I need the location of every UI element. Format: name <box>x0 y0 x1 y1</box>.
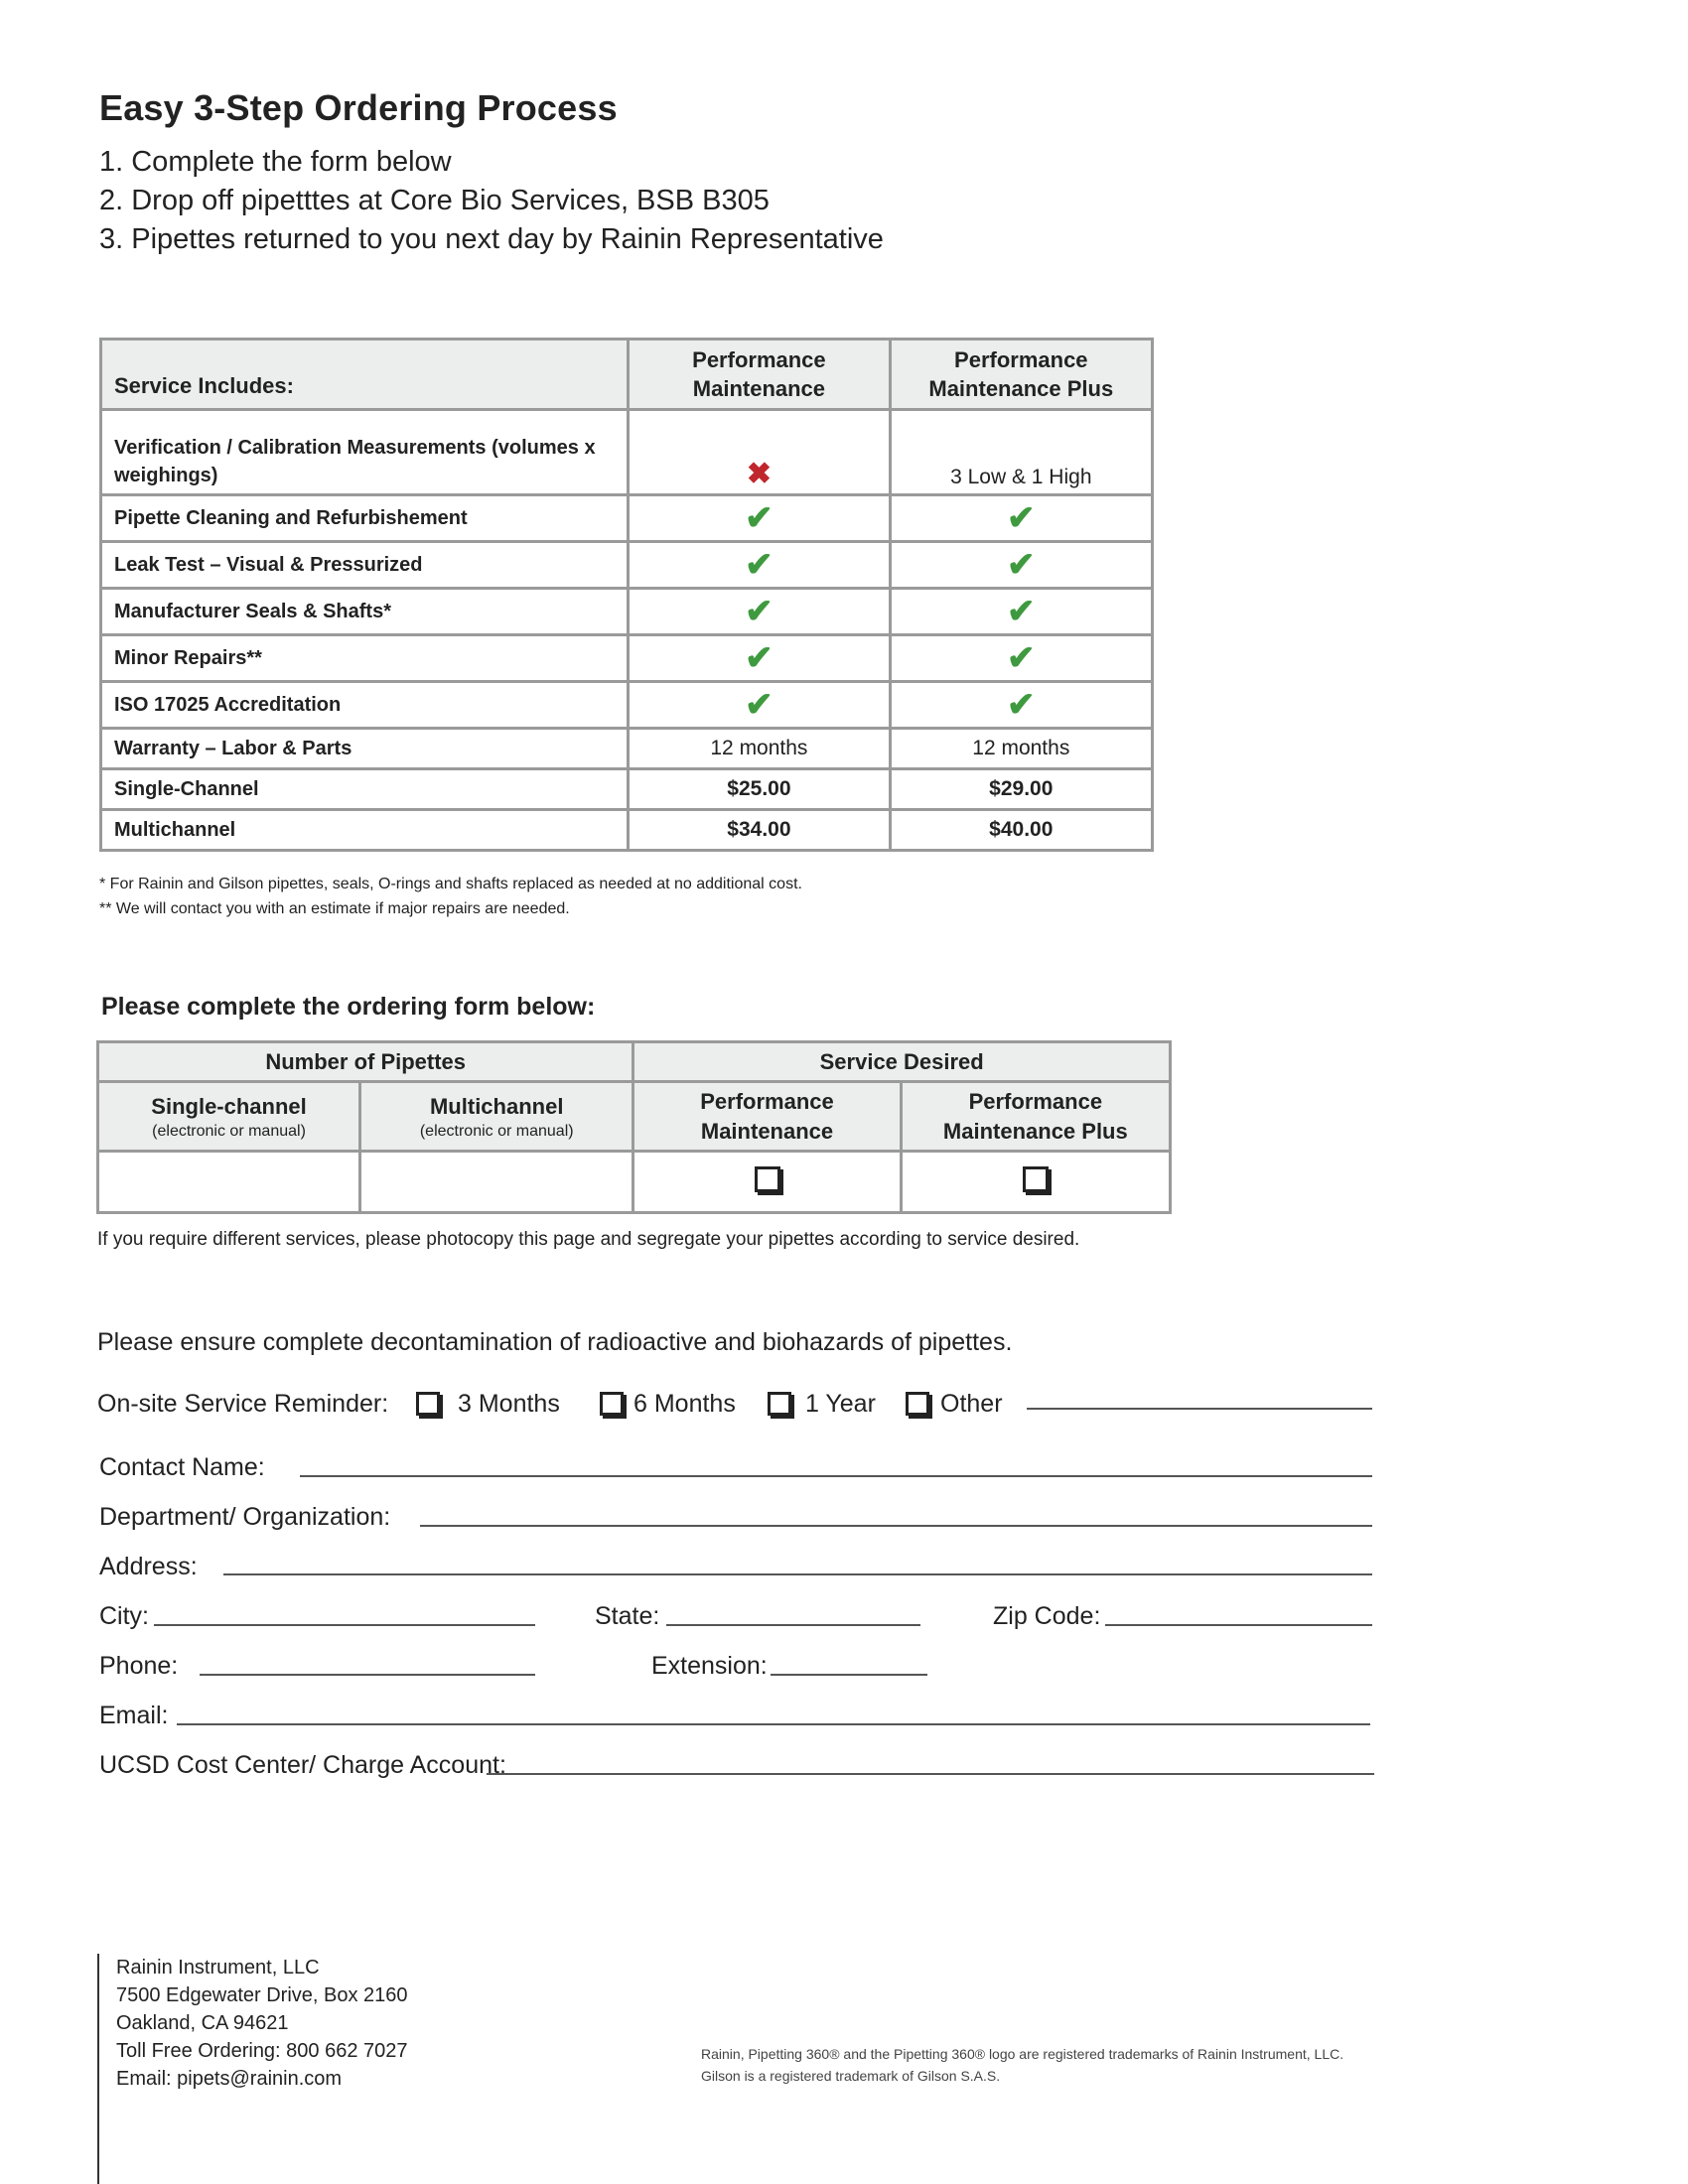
pm-cell <box>629 495 890 542</box>
cross-icon: ✖ <box>746 458 772 490</box>
zip-field[interactable] <box>1105 1624 1372 1626</box>
pm-cell <box>629 635 890 682</box>
order-note: If you require different services, please photocopy this page and segregate your pipettes according to service desired. <box>97 1229 1080 1250</box>
service-desired-header: Service Desired <box>633 1042 1171 1082</box>
address-line: Rainin Instrument, LLC <box>116 1957 320 1979</box>
reminder-label: On-site Service Reminder: <box>97 1390 389 1418</box>
check-icon: ✔ <box>1007 499 1036 537</box>
service-row-label: Pipette Cleaning and Refurbishement <box>101 495 629 542</box>
reminder-other-checkbox[interactable] <box>906 1392 929 1416</box>
single-channel-note: (electronic or manual) <box>152 1122 306 1140</box>
service-header-pm: Performance Maintenance <box>629 340 890 410</box>
reminder-other-field[interactable] <box>1027 1408 1372 1410</box>
pmp-cell <box>890 589 1152 635</box>
contact-name-field[interactable] <box>300 1475 1372 1477</box>
footnote-1: * For Rainin and Gilson pipettes, seals, O-rings and shafts replaced as needed at no additional cost. <box>99 876 802 892</box>
pmp-cell <box>890 495 1152 542</box>
check-icon: ✔ <box>1007 686 1036 724</box>
check-icon: ✔ <box>745 639 774 677</box>
service-row <box>101 542 1153 589</box>
pm-cell <box>629 542 890 589</box>
service-row <box>101 635 1153 682</box>
check-icon: ✔ <box>1007 639 1036 677</box>
pm-header: Performance Maintenance <box>633 1082 901 1152</box>
reminder-3-months-label: 3 Months <box>458 1390 560 1418</box>
trademark-notice <box>701 2043 1343 2087</box>
phone-field[interactable] <box>200 1674 535 1676</box>
state-field[interactable] <box>666 1624 920 1626</box>
address-line: Oakland, CA 94621 <box>116 2012 289 2034</box>
cost-center-field[interactable] <box>487 1773 1374 1775</box>
pm-value: 12 months <box>629 729 890 769</box>
steps-list <box>99 143 884 259</box>
service-row <box>101 769 1153 810</box>
email-field[interactable] <box>177 1723 1370 1725</box>
pmp-cell <box>890 635 1152 682</box>
zip-label: Zip Code: <box>993 1602 1101 1630</box>
multichannel-note: (electronic or manual) <box>419 1122 574 1140</box>
pmp-header: Performance Maintenance Plus <box>901 1082 1170 1152</box>
check-icon: ✔ <box>1007 546 1036 584</box>
address-line: Email: pipets@rainin.com <box>116 2068 343 2090</box>
service-row-label: Warranty – Labor & Parts <box>101 729 629 769</box>
reminder-1-year-label: 1 Year <box>805 1390 876 1418</box>
department-field[interactable] <box>420 1525 1372 1527</box>
footnote-2: ** We will contact you with an estimate if major repairs are needed. <box>99 900 570 917</box>
pmp-value: 12 months <box>890 729 1152 769</box>
phone-label: Phone: <box>99 1652 179 1680</box>
extension-label: Extension: <box>651 1652 768 1680</box>
footer-divider <box>97 1954 99 2184</box>
service-row-label: Single-Channel <box>101 769 629 810</box>
department-label: Department/ Organization: <box>99 1503 391 1531</box>
pm-cell <box>629 410 890 495</box>
city-field[interactable] <box>154 1624 535 1626</box>
service-row <box>101 495 1153 542</box>
check-icon: ✔ <box>1007 593 1036 630</box>
pm-cell <box>629 589 890 635</box>
pmp-cell <box>890 682 1152 729</box>
multichannel-label: Multichannel <box>429 1093 564 1119</box>
order-table <box>96 1040 1172 1214</box>
pmp-checkbox[interactable] <box>1023 1166 1049 1192</box>
state-label: State: <box>595 1602 660 1630</box>
pm-checkbox[interactable] <box>755 1166 780 1192</box>
decontamination-notice: Please ensure complete decontamination of radioactive and biohazards of pipettes. <box>97 1328 1013 1356</box>
trademark-line: Rainin, Pipetting 360® and the Pipetting 360® logo are registered trademarks of Rainin Instrument, LLC. <box>701 2046 1344 2062</box>
service-row <box>101 410 1153 495</box>
step-3: 3. Pipettes returned to you next day by Rainin Representative <box>99 223 884 255</box>
cost-center-label: UCSD Cost Center/ Charge Account: <box>99 1751 506 1779</box>
city-label: City: <box>99 1602 149 1630</box>
reminder-6-months-label: 6 Months <box>633 1390 736 1418</box>
check-icon: ✔ <box>745 593 774 630</box>
reminder-6-months-checkbox[interactable] <box>600 1392 624 1416</box>
pmp-value: $29.00 <box>890 769 1152 810</box>
pm-cell <box>629 682 890 729</box>
pm-value: $34.00 <box>629 810 890 851</box>
service-header-pmp: Performance Maintenance Plus <box>890 340 1152 410</box>
service-row-label: Verification / Calibration Measurements (volumes x weighings) <box>101 410 629 495</box>
pmp-cell <box>890 542 1152 589</box>
trademark-line: Gilson is a registered trademark of Gilson S.A.S. <box>701 2068 1001 2084</box>
service-row-label: Multichannel <box>101 810 629 851</box>
service-row <box>101 682 1153 729</box>
service-table <box>99 338 1154 852</box>
footnotes <box>99 872 802 921</box>
service-header-label: Service Includes: <box>101 340 629 410</box>
check-icon: ✔ <box>745 686 774 724</box>
single-channel-label: Single-channel <box>151 1093 307 1119</box>
address-line: Toll Free Ordering: 800 662 7027 <box>116 2040 408 2062</box>
address-label: Address: <box>99 1553 198 1580</box>
check-icon: ✔ <box>745 499 774 537</box>
address-line: 7500 Edgewater Drive, Box 2160 <box>116 1984 408 2006</box>
page-title: Easy 3-Step Ordering Process <box>99 87 618 128</box>
reminder-1-year-checkbox[interactable] <box>768 1392 791 1416</box>
reminder-other-label: Other <box>940 1390 1003 1418</box>
reminder-3-months-checkbox[interactable] <box>416 1392 440 1416</box>
multichannel-count-field[interactable] <box>360 1152 633 1213</box>
single-channel-header <box>98 1082 360 1152</box>
pm-checkbox-cell <box>633 1152 901 1213</box>
footer-address <box>116 1954 408 2093</box>
service-row <box>101 810 1153 851</box>
pm-value: $25.00 <box>629 769 890 810</box>
check-icon: ✔ <box>745 546 774 584</box>
email-label: Email: <box>99 1702 169 1729</box>
pmp-value: 3 Low & 1 High <box>890 410 1152 495</box>
service-row <box>101 589 1153 635</box>
address-field[interactable] <box>223 1573 1372 1575</box>
number-of-pipettes-header: Number of Pipettes <box>98 1042 633 1082</box>
service-row-label: ISO 17025 Accreditation <box>101 682 629 729</box>
pmp-checkbox-cell <box>901 1152 1170 1213</box>
step-1: 1. Complete the form below <box>99 146 452 178</box>
service-row-label: Leak Test – Visual & Pressurized <box>101 542 629 589</box>
multichannel-header <box>360 1082 633 1152</box>
extension-field[interactable] <box>771 1674 927 1676</box>
service-row-label: Minor Repairs** <box>101 635 629 682</box>
contact-name-label: Contact Name: <box>99 1453 265 1481</box>
order-form-title: Please complete the ordering form below: <box>101 993 596 1021</box>
service-row-label: Manufacturer Seals & Shafts* <box>101 589 629 635</box>
step-2: 2. Drop off pipetttes at Core Bio Services, BSB B305 <box>99 185 770 216</box>
service-row <box>101 729 1153 769</box>
single-channel-count-field[interactable] <box>98 1152 360 1213</box>
pmp-value: $40.00 <box>890 810 1152 851</box>
